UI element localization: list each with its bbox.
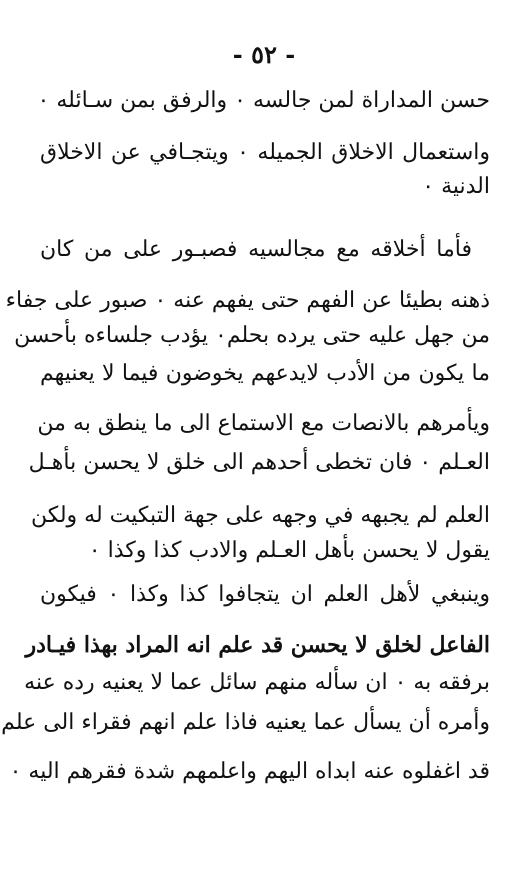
text-line: يقول لا يحسن بأهل العـلم والادب كذا وكذا ٠ bbox=[88, 538, 490, 563]
page-number: - ٥٢ - bbox=[232, 40, 296, 69]
text-line: ويأمرهم بالانصات مع الاستماع الى ما ينطق به من bbox=[37, 411, 490, 436]
text-line: من جهل عليه حتى يرده بحلم٠ يؤدب جلساءه بأحسن bbox=[14, 323, 490, 348]
text-line: قد اغفلوه عنه ابداه اليهم واعلمهم شدة فقرهم اليه ٠ bbox=[9, 759, 490, 784]
text-line: وينبغي لأهل العلم ان يتجافوا كذا وكذا ٠ فيكون bbox=[40, 582, 490, 607]
text-line: ذهنه بطيئا عن الفهم حتى يفهم عنه ٠ صبور على جفاء bbox=[5, 288, 490, 313]
text-line: فأما أخلاقه مع مجالسيه فصبـور على من كان bbox=[40, 237, 472, 262]
text-line: الدنية ٠ bbox=[422, 174, 490, 199]
text-line: وأمره أن يسأل عما يعنيه فاذا علم انهم فقراء الى علم bbox=[1, 710, 490, 735]
text-line: العلم لم يجبهه في وجهه على جهة التبكيت له ولكن bbox=[30, 503, 490, 528]
text-line: واستعمال الاخلاق الجميله ٠ ويتجـافي عن الاخلاق bbox=[40, 140, 490, 165]
text-line: حسن المداراة لمن جالسه ٠ والرفق بمن سـائله ٠ bbox=[37, 88, 490, 113]
text-line: الفاعل لخلق لا يحسن قد علم انه المراد بهذا فيـادر bbox=[25, 632, 490, 658]
text-line: العـلم ٠ فان تخطى أحدهم الى خلق لا يحسن بأهـل bbox=[28, 450, 490, 475]
text-line: ما يكون من الأدب لايدعهم يخوضون فيما لا يعنيهم bbox=[40, 361, 490, 386]
text-line: برفقه به ٠ ان سأله منهم سائل عما لا يعنيه رده عنه bbox=[24, 670, 490, 695]
